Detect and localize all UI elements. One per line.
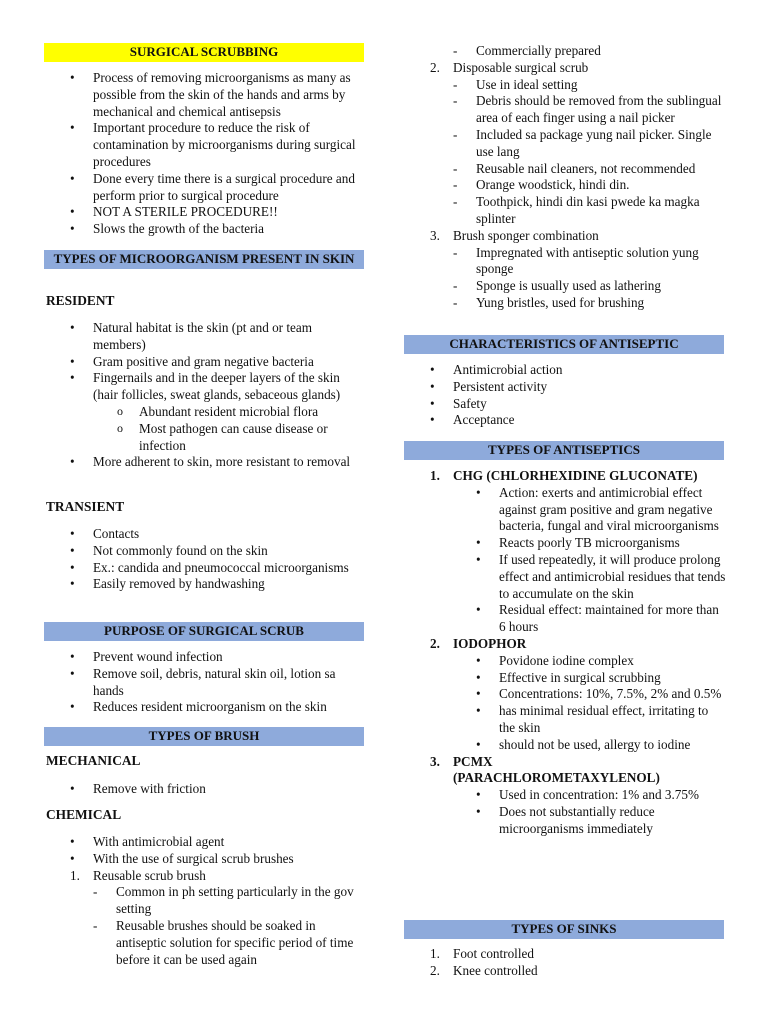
list-item: • Prevent wound infection: [44, 649, 364, 666]
item-label: Knee controlled: [453, 962, 538, 978]
list-item: • Done every time there is a surgical procedure and perform prior to surgical procedure: [44, 171, 364, 205]
list-item: • Does not substantially reduce microorganisms immediately: [404, 804, 726, 838]
list-item: • If used repeatedly, it will produce prolong effect and antimicrobial residues that tends to accumulate on the skin: [404, 552, 726, 602]
dash-item: - Orange woodstick, hindi din.: [404, 177, 726, 194]
dash-item: - Reusable brushes should be soaked in antiseptic solution for specific period of time before it can be used again: [44, 918, 364, 968]
item-number: 1.: [430, 468, 440, 483]
item-label: Brush sponger combination: [453, 227, 599, 243]
antiseptics-list: [404, 468, 726, 838]
numbered-item-chg: [404, 468, 726, 485]
list-item: • Reacts poorly TB microorganisms: [404, 535, 726, 552]
list-item: • Acceptance: [404, 412, 726, 429]
heading-types-of-microorganism: TYPES OF MICROORGANISM PRESENT IN SKIN: [44, 250, 364, 269]
numbered-item-iodophor: [404, 636, 726, 653]
item-number: 3.: [430, 227, 440, 243]
heading-types-of-antiseptics: TYPES OF ANTISEPTICS: [404, 441, 724, 460]
numbered-item-reusable: [44, 868, 364, 885]
dash-item: - Yung bristles, used for brushing: [404, 295, 726, 312]
list-item: • More adherent to skin, more resistant to removal: [44, 454, 364, 471]
dash-item: - Toothpick, hindi din kasi pwede ka magka splinter: [404, 194, 726, 228]
list-item: • Effective in surgical scrubbing: [404, 670, 726, 687]
dash-item: - Use in ideal setting: [404, 77, 726, 94]
item-number: 2.: [430, 635, 440, 651]
list-item: • Used in concentration: 1% and 3.75%: [404, 787, 726, 804]
subheading-chemical: CHEMICAL: [46, 807, 122, 822]
list-item: • Ex.: candida and pneumococcal microorganisms: [44, 560, 364, 577]
resident-list: [44, 320, 364, 471]
item-number: 2.: [430, 59, 440, 75]
subheading-mechanical: MECHANICAL: [46, 753, 141, 768]
item-number: 3.: [430, 753, 440, 769]
brush-types-continued: [404, 43, 726, 312]
numbered-item-brush-sponger: [404, 228, 726, 245]
characteristics-list: [404, 362, 726, 429]
dash-item: - Sponge is usually used as lathering: [404, 278, 726, 295]
dash-item: - Debris should be removed from the sublingual area of each finger using a nail picker: [404, 93, 726, 127]
numbered-item-disposable: [404, 60, 726, 77]
subheading-resident: RESIDENT: [46, 293, 115, 308]
list-item: • Not commonly found on the skin: [44, 543, 364, 560]
list-item: • Remove with friction: [44, 781, 364, 798]
list-item: • Contacts: [44, 526, 364, 543]
mechanical-list: [44, 781, 364, 798]
sinks-list: [404, 946, 726, 980]
list-item: • Povidone iodine complex: [404, 653, 726, 670]
dash-item: - Commercially prepared: [404, 43, 726, 60]
item-label: CHG (CHLORHEXIDINE GLUCONATE): [453, 468, 698, 483]
sub-list-item: o Abundant resident microbial flora: [44, 404, 364, 421]
list-item: • Gram positive and gram negative bacteria: [44, 354, 364, 371]
numbered-item-sink: [404, 946, 726, 963]
list-item: • Easily removed by handwashing: [44, 576, 364, 593]
heading-purpose-of-surgical-scrub: PURPOSE OF SURGICAL SCRUB: [44, 622, 364, 641]
list-item: • should not be used, allergy to iodine: [404, 737, 726, 754]
list-item: • With antimicrobial agent: [44, 834, 364, 851]
dash-item: - Common in ph setting particularly in the gov setting: [44, 884, 364, 918]
list-item: • Persistent activity: [404, 379, 726, 396]
dash-item: - Impregnated with antiseptic solution yung sponge: [404, 245, 726, 279]
list-item: • Antimicrobial action: [404, 362, 726, 379]
item-label: Reusable scrub brush: [93, 867, 206, 883]
dash-item: - Included sa package yung nail picker. Single use lang: [404, 127, 726, 161]
heading-types-of-sinks: TYPES OF SINKS: [404, 920, 724, 939]
dash-item: - Reusable nail cleaners, not recommended: [404, 161, 726, 178]
heading-types-of-brush: TYPES OF BRUSH: [44, 727, 364, 746]
list-item: • Remove soil, debris, natural skin oil, lotion sa hands: [44, 666, 364, 700]
item-label: Foot controlled: [453, 946, 534, 961]
list-item: • NOT A STERILE PROCEDURE!!: [44, 204, 364, 221]
list-item: • Natural habitat is the skin (pt and or team members): [44, 320, 364, 354]
numbered-item-pcmx: [404, 754, 726, 788]
numbered-item-sink: [404, 963, 726, 980]
list-item: • Reduces resident microorganism on the skin: [44, 699, 364, 716]
item-label: Disposable surgical scrub: [453, 59, 589, 75]
transient-list: [44, 526, 364, 593]
list-item: • Important procedure to reduce the risk of contamination by microorganisms during surgical procedures: [44, 120, 364, 170]
heading-surgical-scrubbing: SURGICAL SCRUBBING: [44, 43, 364, 62]
sub-list-item: o Most pathogen can cause disease or infection: [44, 421, 364, 455]
heading-characteristics-of-antiseptic: CHARACTERISTICS OF ANTISEPTIC: [404, 335, 724, 354]
purpose-list: [44, 649, 364, 716]
list-item: • With the use of surgical scrub brushes: [44, 851, 364, 868]
list-item: • Residual effect: maintained for more than 6 hours: [404, 602, 726, 636]
item-number: 1.: [70, 867, 80, 883]
list-item: • Safety: [404, 396, 726, 413]
subheading-transient: TRANSIENT: [46, 499, 125, 514]
list-item: • Fingernails and in the deeper layers of the skin (hair follicles, sweat glands, sebaceous glands): [44, 370, 364, 404]
chemical-list: [44, 834, 364, 968]
list-item: • has minimal residual effect, irritating to the skin: [404, 703, 726, 737]
list-item: • Process of removing microorganisms as many as possible from the skin of the hands and arms by mechanical and chemical antisepsis: [44, 70, 364, 120]
item-number: 2.: [430, 962, 440, 978]
item-label: IODOPHOR: [453, 635, 527, 651]
scrubbing-list: [44, 70, 364, 238]
item-number: 1.: [430, 946, 440, 961]
item-label: PCMX (PARACHLOROMETAXYLENOL): [453, 753, 660, 786]
list-item: • Concentrations: 10%, 7.5%, 2% and 0.5%: [404, 686, 726, 703]
list-item: • Action: exerts and antimicrobial effect against gram positive and gram negative bacteria, fungal and viral microorganisms: [404, 485, 726, 535]
list-item: • Slows the growth of the bacteria: [44, 221, 364, 238]
